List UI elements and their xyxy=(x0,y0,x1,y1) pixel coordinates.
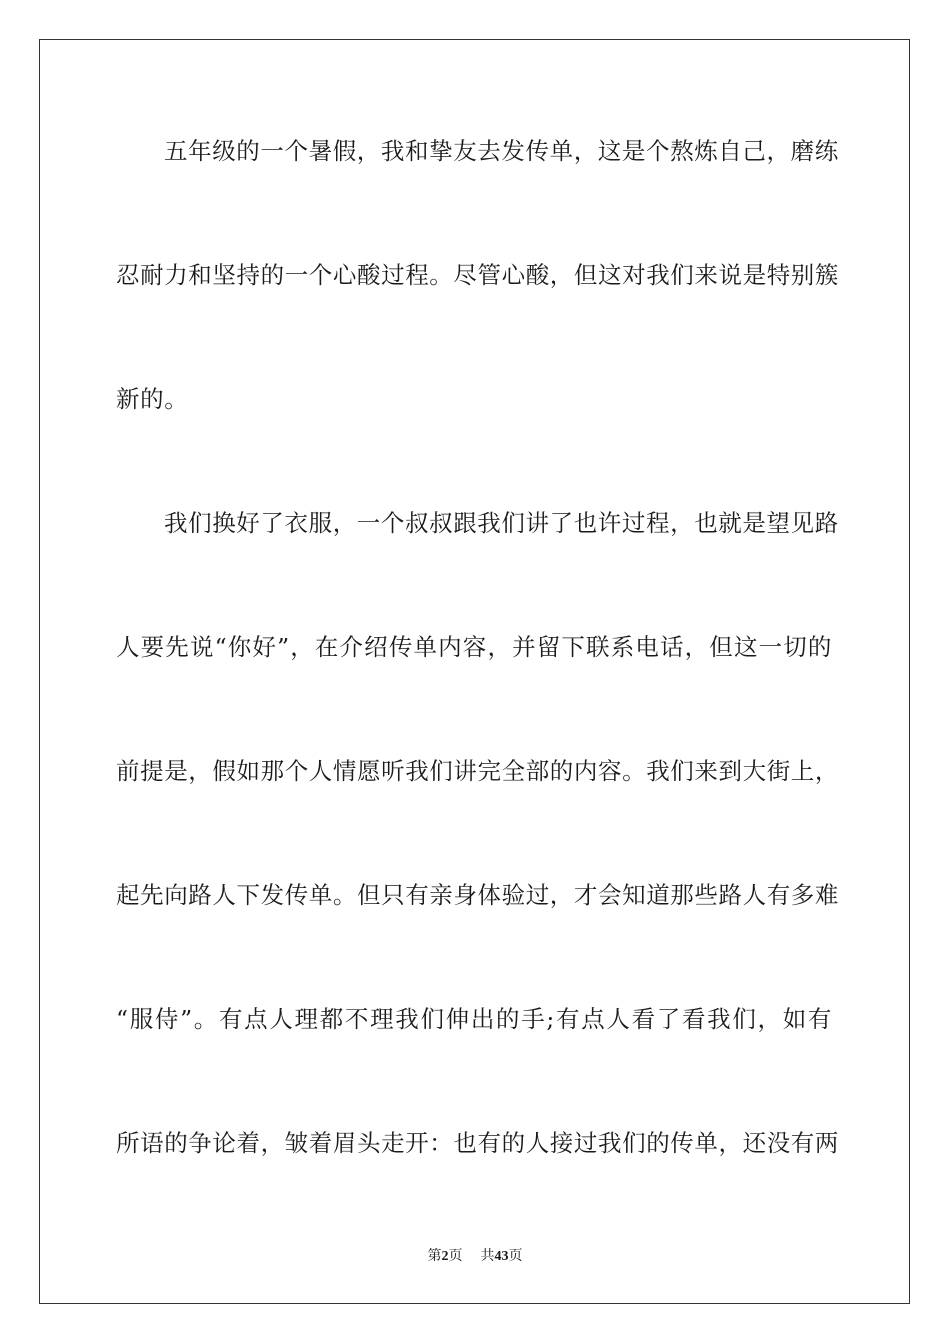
paragraph-2-line-2: 人要先说“你好”，在介绍传单内容，并留下联系电话，但这一切的 xyxy=(116,633,832,661)
page-suffix: 页 xyxy=(448,1248,463,1264)
page-footer xyxy=(0,1246,950,1267)
paragraph-1-line-1: 五年级的一个暑假，我和挚友去发传单，这是个熬炼自己，磨练 xyxy=(164,137,839,165)
page-prefix: 第 xyxy=(427,1248,442,1264)
total-pages: 43 xyxy=(494,1249,509,1264)
paragraph-2-line-3: 前提是，假如那个人情愿听我们讲完全部的内容。我们来到大街上， xyxy=(116,757,839,785)
paragraph-2-line-5: “服侍”。有点人理都不理我们伸出的手;有点人看了看我们，如有 xyxy=(116,1005,832,1033)
paragraph-1-line-3: 新的。 xyxy=(116,385,189,413)
total-suffix: 页 xyxy=(508,1248,523,1264)
paragraph-2-line-1: 我们换好了衣服，一个叔叔跟我们讲了也许过程，也就是望见路 xyxy=(164,509,839,537)
page-border xyxy=(39,39,910,1304)
total-prefix: 共 xyxy=(480,1248,495,1264)
paragraph-2-line-6: 所语的争论着，皱着眉头走开：也有的人接过我们的传单，还没有两 xyxy=(116,1129,839,1157)
paragraph-2-line-4: 起先向路人下发传单。但只有亲身体验过，才会知道那些路人有多难 xyxy=(116,881,839,909)
page-number: 2 xyxy=(441,1249,449,1264)
paragraph-1-line-2: 忍耐力和坚持的一个心酸过程。尽管心酸，但这对我们来说是特别簇 xyxy=(116,261,839,289)
